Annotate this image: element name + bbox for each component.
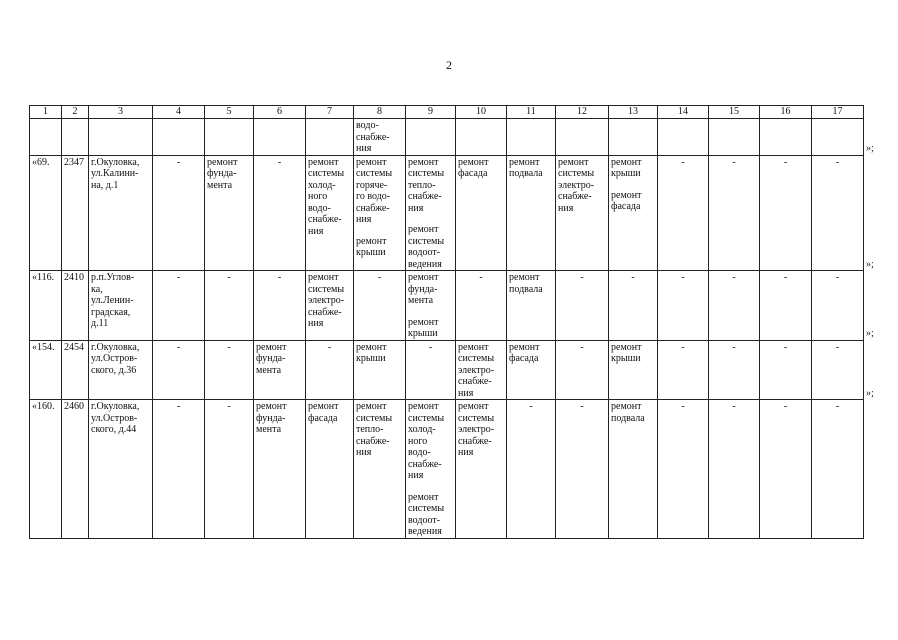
dash-mark: -	[176, 156, 181, 168]
repair-line: крыши	[356, 247, 386, 258]
repair-line: системы	[458, 353, 495, 364]
repair-line: ния	[308, 318, 324, 329]
table-cell	[812, 119, 864, 156]
repair-line: электро-	[308, 295, 345, 306]
repair-cell	[507, 340, 556, 400]
repair-line: ния	[458, 447, 474, 458]
header-row	[30, 106, 864, 119]
repair-line: холод-	[308, 179, 336, 191]
dash-mark: -	[732, 341, 736, 353]
repair-cell	[658, 400, 709, 539]
cell-line: водо-	[356, 120, 379, 131]
repair-cell	[153, 271, 205, 341]
repair-cell	[812, 271, 864, 341]
table-cell	[760, 119, 812, 156]
repair-cell	[406, 271, 456, 341]
repair-line: фасада	[308, 412, 338, 424]
repair-line: ремонт	[458, 156, 489, 168]
dash-mark: -	[529, 401, 533, 412]
repair-line: ремонт	[356, 341, 387, 353]
address-cell	[89, 340, 153, 400]
repair-line: снабже-	[408, 191, 442, 202]
repair-cell	[205, 340, 254, 400]
repair-cell	[507, 271, 556, 341]
dash-mark: -	[479, 272, 483, 283]
table-row	[30, 271, 864, 341]
repair-line: водоот-	[408, 514, 441, 526]
column-number: 7	[306, 106, 354, 119]
repair-cell	[354, 155, 406, 271]
repair-line: системы	[408, 235, 445, 247]
repair-line: ремонт	[207, 156, 238, 168]
dash-mark: -	[732, 156, 736, 168]
repair-line: снабже-	[356, 202, 390, 214]
repair-cell	[153, 340, 205, 400]
address-line: ка,	[91, 283, 103, 295]
repair-schedule-table	[29, 105, 864, 539]
repair-line: тепло-	[408, 179, 436, 191]
repair-line: ремонт	[558, 156, 589, 168]
repair-cell	[609, 340, 658, 400]
dash-mark: -	[783, 401, 788, 412]
table-cell	[556, 119, 609, 156]
row-number: «154.	[30, 340, 62, 400]
repair-cell	[254, 155, 306, 271]
repair-line: ния	[356, 214, 372, 225]
dash-mark: -	[631, 272, 635, 283]
repair-line: крыши	[611, 353, 641, 364]
address-cell	[89, 271, 153, 341]
repair-line: фасада	[509, 353, 539, 364]
repair-line: ведения	[408, 258, 442, 270]
repair-cell	[658, 155, 709, 271]
row-end-mark: »;	[866, 258, 874, 270]
repair-line: системы	[356, 168, 393, 179]
house-code: 2454	[62, 340, 89, 400]
repair-cell	[760, 271, 812, 341]
repair-line: мента	[408, 295, 434, 306]
dash-mark: -	[176, 401, 181, 412]
address-line: г.Окуловка,	[91, 341, 140, 353]
repair-line: мента	[256, 424, 282, 435]
repair-line: ремонт	[356, 401, 387, 412]
repair-line: водо-	[308, 202, 331, 214]
repair-cell	[556, 400, 609, 539]
address-line: г.Окуловка,	[91, 401, 140, 412]
repair-cell	[153, 400, 205, 539]
repair-cell	[760, 400, 812, 539]
repair-line: снабже-	[356, 435, 390, 447]
repair-line: фасада	[611, 201, 641, 212]
repair-line: го водо-	[356, 191, 391, 202]
repair-line: ремонт	[408, 156, 439, 168]
dash-mark: -	[580, 401, 584, 412]
repair-cell	[354, 340, 406, 400]
repair-line: системы	[408, 168, 445, 179]
row-end-mark: »;	[866, 328, 874, 339]
address-line: ул.Калини-	[91, 168, 139, 179]
dash-mark: -	[681, 341, 685, 353]
row-number: «160.	[30, 400, 62, 539]
address-line: на, д.1	[91, 179, 119, 191]
table-cell	[306, 119, 354, 156]
repair-cell	[812, 400, 864, 539]
dash-mark: -	[176, 272, 181, 283]
repair-cell	[709, 155, 760, 271]
column-number: 4	[153, 106, 205, 119]
cell-gap	[611, 180, 655, 190]
cell-line: снабже-	[356, 131, 390, 143]
repair-line: снабже-	[308, 214, 342, 225]
repair-line: ремонт	[256, 341, 287, 353]
column-number: 15	[709, 106, 760, 119]
repair-line: ремонт	[408, 491, 439, 503]
repair-cell	[658, 271, 709, 341]
table-cell	[658, 119, 709, 156]
table-row	[30, 400, 864, 539]
repair-line: фунда-	[256, 412, 286, 424]
column-number: 10	[456, 106, 507, 119]
repair-line: ремонт	[408, 272, 439, 283]
dash-mark: -	[835, 401, 840, 412]
repair-line: подвала	[509, 168, 543, 179]
repair-cell	[254, 340, 306, 400]
repair-line: крыши	[408, 328, 438, 339]
repair-line: горяче-	[356, 179, 388, 191]
dash-mark: -	[277, 156, 282, 168]
address-line: ского, д.44	[91, 424, 137, 435]
column-number: 3	[89, 106, 153, 119]
cell-gap	[356, 226, 403, 236]
repair-cell	[254, 271, 306, 341]
address-line: р.п.Углов-	[91, 272, 135, 283]
repair-line: снабже-	[308, 306, 342, 318]
repair-line: подвала	[509, 283, 543, 295]
table-cell	[406, 119, 456, 156]
column-number: 16	[760, 106, 812, 119]
repair-line: мента	[256, 364, 282, 376]
table-cell	[709, 119, 760, 156]
dash-mark: -	[732, 401, 736, 412]
repair-cell	[153, 155, 205, 271]
address-line: ул.Остров-	[91, 353, 138, 364]
repair-line: ремонт	[256, 401, 287, 412]
repair-line: ведения	[408, 526, 442, 537]
repair-cell	[406, 400, 456, 539]
repair-cell	[456, 155, 507, 271]
repair-line: электро-	[558, 179, 595, 191]
repair-line: снабже-	[408, 458, 442, 470]
repair-line: ремонт	[458, 401, 489, 412]
repair-cell	[609, 400, 658, 539]
carry-over-row	[30, 119, 864, 156]
repair-cell	[556, 155, 609, 271]
repair-line: ремонт	[308, 401, 339, 412]
repair-line: ремонт	[611, 341, 642, 353]
dash-mark: -	[783, 341, 788, 353]
dash-mark: -	[835, 156, 840, 168]
repair-line: ного	[408, 435, 428, 447]
repair-line: ремонт	[356, 235, 387, 247]
dash-mark: -	[227, 272, 231, 283]
dash-mark: -	[681, 156, 685, 168]
address-cell	[89, 400, 153, 539]
table-cell	[354, 119, 406, 156]
house-code: 2410	[62, 271, 89, 341]
repair-line: крыши	[356, 353, 386, 364]
column-number: 17	[812, 106, 864, 119]
repair-cell	[205, 400, 254, 539]
table-row	[30, 340, 864, 400]
repair-cell	[760, 155, 812, 271]
dash-mark: -	[277, 272, 282, 283]
repair-cell	[556, 271, 609, 341]
repair-line: ремонт	[308, 156, 339, 168]
dash-mark: -	[227, 401, 231, 412]
repair-line: ремонт	[611, 401, 642, 412]
repair-line: ремонт	[611, 189, 642, 201]
dash-mark: -	[783, 156, 788, 168]
dash-mark: -	[428, 341, 433, 353]
dash-mark: -	[835, 272, 840, 283]
cell-gap	[408, 214, 453, 224]
table-cell	[153, 119, 205, 156]
repair-line: крыши	[611, 168, 641, 179]
table-cell	[507, 119, 556, 156]
column-number: 9	[406, 106, 456, 119]
repair-line: системы	[558, 168, 595, 179]
repair-line: фунда-	[256, 353, 286, 364]
address-line: ул.Ленин-	[91, 295, 134, 306]
repair-line: ремонт	[408, 316, 439, 328]
row-number: «116.	[30, 271, 62, 341]
dash-mark: -	[681, 272, 685, 283]
repair-cell	[306, 271, 354, 341]
repair-line: ния	[458, 387, 474, 399]
repair-line: фасада	[458, 168, 488, 179]
house-code: 2460	[62, 400, 89, 539]
repair-line: системы	[308, 168, 345, 179]
repair-line: ремонт	[356, 156, 387, 168]
repair-line: ремонт	[458, 341, 489, 353]
repair-line: системы	[356, 412, 393, 424]
address-line: ского, д.36	[91, 364, 137, 376]
repair-line: фунда-	[408, 283, 438, 295]
row-end-mark: »;	[866, 387, 874, 399]
repair-line: ремонт	[509, 341, 540, 353]
repair-line: ния	[356, 447, 372, 458]
repair-cell	[306, 340, 354, 400]
repair-cell	[658, 340, 709, 400]
column-number: 2	[62, 106, 89, 119]
repair-cell	[507, 400, 556, 539]
repair-line: тепло-	[356, 424, 384, 435]
address-line: д.11	[91, 318, 109, 329]
repair-line: системы	[458, 412, 495, 424]
repair-line: мента	[207, 179, 233, 191]
repair-cell	[456, 340, 507, 400]
repair-cell	[709, 340, 760, 400]
repair-line: фунда-	[207, 168, 237, 179]
repair-cell	[709, 400, 760, 539]
address-cell	[89, 155, 153, 271]
address-line: г.Окуловка,	[91, 156, 140, 168]
repair-line: водоот-	[408, 247, 441, 258]
repair-cell	[205, 271, 254, 341]
repair-cell	[354, 400, 406, 539]
table-cell	[456, 119, 507, 156]
repair-line: водо-	[408, 447, 431, 458]
dash-mark: -	[580, 272, 584, 283]
repair-cell	[556, 340, 609, 400]
row-number: «69.	[30, 155, 62, 271]
repair-line: ния	[408, 202, 424, 214]
dash-mark: -	[835, 341, 840, 353]
repair-cell	[507, 155, 556, 271]
repair-cell	[609, 155, 658, 271]
repair-line: ния	[558, 202, 574, 214]
dash-mark: -	[783, 272, 788, 283]
dash-mark: -	[732, 272, 736, 283]
page-number: 2	[446, 58, 452, 72]
repair-cell	[406, 340, 456, 400]
repair-line: ремонт	[509, 156, 540, 168]
repair-line: электро-	[458, 424, 495, 435]
dash-mark: -	[377, 272, 382, 283]
table-cell	[609, 119, 658, 156]
table-cell	[205, 119, 254, 156]
repair-line: ния	[408, 470, 424, 481]
repair-line: ремонт	[611, 156, 642, 168]
repair-line: ремонт	[408, 224, 439, 235]
table-cell	[89, 119, 153, 156]
repair-cell	[306, 400, 354, 539]
house-code: 2347	[62, 155, 89, 271]
cell-gap	[408, 307, 453, 317]
table-row	[30, 155, 864, 271]
column-number: 13	[609, 106, 658, 119]
repair-cell	[760, 340, 812, 400]
dash-mark: -	[176, 341, 181, 353]
repair-cell	[254, 400, 306, 539]
dash-mark: -	[227, 341, 231, 353]
repair-cell	[456, 400, 507, 539]
repair-cell	[812, 155, 864, 271]
repair-cell	[812, 340, 864, 400]
repair-line: системы	[408, 412, 445, 424]
table-cell	[30, 119, 62, 156]
repair-line: подвала	[611, 412, 645, 424]
column-number: 1	[30, 106, 62, 119]
dash-mark: -	[580, 341, 584, 353]
repair-line: ного	[308, 191, 328, 202]
row-end-mark: »;	[866, 143, 874, 154]
dash-mark: -	[681, 401, 685, 412]
repair-line: ремонт	[408, 401, 439, 412]
cell-gap	[408, 482, 453, 492]
cell-line: ния	[356, 143, 372, 154]
repair-line: ремонт	[308, 272, 339, 283]
column-number: 5	[205, 106, 254, 119]
column-number: 11	[507, 106, 556, 119]
column-number: 14	[658, 106, 709, 119]
repair-line: системы	[308, 283, 345, 295]
repair-line: электро-	[458, 364, 495, 376]
dash-mark: -	[327, 341, 332, 353]
table-cell	[62, 119, 89, 156]
repair-line: системы	[408, 503, 445, 514]
table-cell	[254, 119, 306, 156]
repair-line: снабже-	[458, 435, 492, 447]
address-line: ул.Остров-	[91, 412, 138, 424]
repair-cell	[456, 271, 507, 341]
address-line: градская,	[91, 306, 131, 318]
repair-line: снабже-	[558, 191, 592, 202]
repair-cell	[306, 155, 354, 271]
column-number: 8	[354, 106, 406, 119]
repair-cell	[709, 271, 760, 341]
column-number: 12	[556, 106, 609, 119]
column-number: 6	[254, 106, 306, 119]
repair-line: ремонт	[509, 272, 540, 283]
repair-line: ния	[308, 225, 324, 237]
repair-cell	[609, 271, 658, 341]
repair-cell	[205, 155, 254, 271]
repair-line: снабже-	[458, 376, 492, 387]
repair-line: холод-	[408, 424, 436, 435]
repair-cell	[354, 271, 406, 341]
repair-cell	[406, 155, 456, 271]
